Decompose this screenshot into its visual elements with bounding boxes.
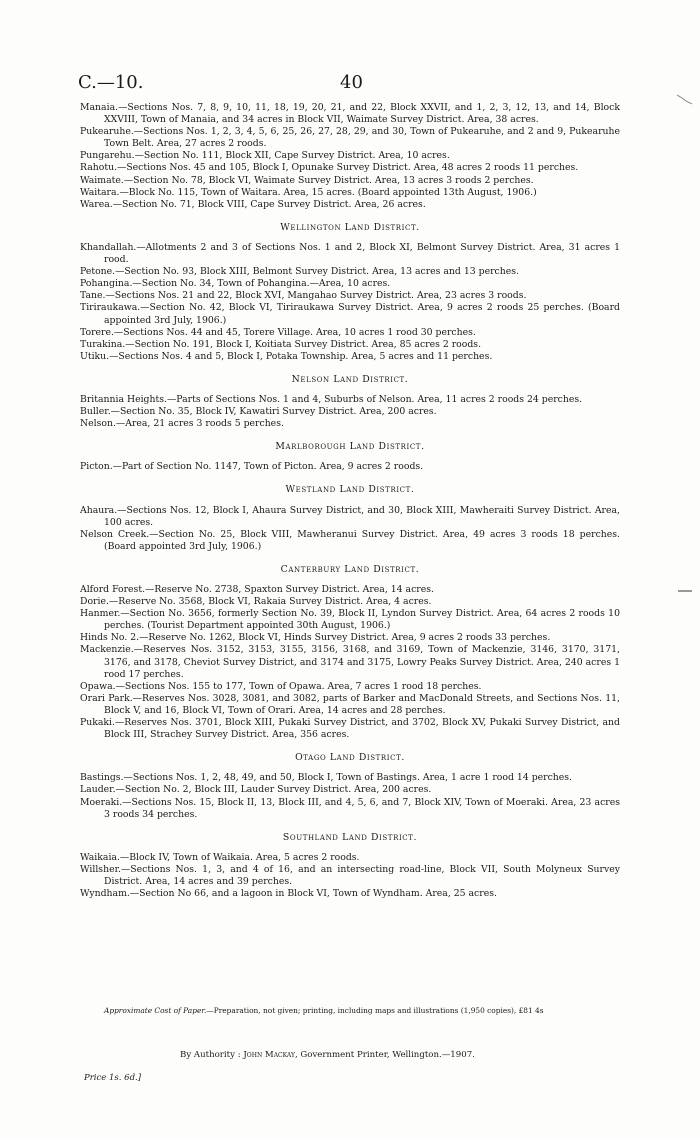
district-heading: Marlborough Land District. [275,441,425,453]
land-entry: Alford Forest.—Reserve No. 2738, Spaxton Survey District. Area, 14 acres. [80,584,434,595]
cost-label: Approximate Cost of Paper. [104,1006,207,1015]
land-entry: Wyndham.—Section No 66, and a lagoon in Block VI, Town of Wyndham. Area, 25 acres. [80,888,497,900]
authority-suffix: , Government Printer, Wellington.—1907. [294,1050,475,1060]
land-entry: Buller.—Section No. 35, Block IV, Kawatiri Survey District. Area, 200 acres. [80,406,437,418]
land-entry: Mackenzie.—Reserves Nos. 3152, 3153, 3155, 3156, 3168, and 3169, Town of Mackenzie, 3146, 3170, 3171, 3176, and 3178, Cheviot Survey District, and 3174 and 3175, Lowry Peaks Survey District. Area, 240 acres 1 rood 17 perches. [80,644,620,680]
land-entry: Utiku.—Sections Nos. 4 and 5, Block I, Potaka Township. Area, 5 acres and 11 perches. [80,350,493,362]
printer-name: John Mackay [243,1050,295,1060]
land-entry: Tane.—Sections Nos. 21 and 22, Block XVI, Mangahao Survey District. Area, 23 acres 3 roods. [80,290,527,302]
district-heading: Wellington Land District. [280,221,420,233]
district-section [80,222,620,363]
land-entry: Warea.—Section No. 71, Block VIII, Cape Survey District. Area, 26 acres. [80,198,426,210]
authority-prefix: By Authority : [180,1050,241,1060]
land-entry: Turakina.—Section No. 191, Block I, Koitiata Survey District. Area, 85 acres 2 roods. [80,338,482,350]
page-number: 40 [340,72,363,93]
land-entry: Bastings.—Sections Nos. 1, 2, 48, 49, and 50, Block I, Town of Bastings. Area, 1 acre 1 rood 14 perches. [80,772,573,784]
land-entry: Pukaki.—Reserves Nos. 3701, Block XIII, Pukaki Survey District, and 3702, Block XV, Pukaki Survey District, and Block III, Strachey Survey District. Area, 356 acres. [80,717,620,741]
land-entry: Torere.—Sections Nos. 44 and 45, Torere Village. Area, 10 acres 1 rood 30 perches. [80,326,476,338]
land-entry: Dorie.—Reserve No. 3568, Block VI, Rakaia Survey District. Area, 4 acres. [80,596,432,608]
land-entry: Hanmer.—Section No. 3656, formerly Section No. 39, Block II, Lyndon Survey District. Area, 64 acres 2 roods 10 perches. (Tourist Department appointed 30th August, 1906.) [80,608,620,632]
district-heading: Otago Land District. [295,752,405,764]
land-entry: Rahotu.—Sections Nos. 45 and 105, Block I, Opunake Survey District. Area, 48 acres 2 roods 11 perches. [80,162,579,174]
edge-mark-icon [676,584,694,598]
land-entry: Tiriraukawa.—Section No. 42, Block VI, Tiriraukawa Survey District. Area, 9 acres 2 roods 25 perches. (Board appointed 3rd July, 1906.) [80,302,620,326]
land-entry: Pungarehu.—Section No. 111, Block XII, Cape Survey District. Area, 10 acres. [80,150,450,162]
land-entry: Nelson Creek.—Section No. 25, Block VIII, Mawheranui Survey District. Area, 49 acres 3 roods 18 perches. (Board appointed 3rd July, 1906.) [80,528,620,552]
district-heading: Canterbury Land District. [280,563,420,575]
price-note: Price 1s. 6d.] [84,1073,142,1083]
land-entry: Britannia Heights.—Parts of Sections Nos. 1 and 4, Suburbs of Nelson. Area, 11 acres 2 roods 24 perches. [80,393,583,405]
land-entry: Waitara.—Block No. 115, Town of Waitara. Area, 15 acres. (Board appointed 13th August, 1906.) [80,186,537,198]
land-entry: Waimate.—Section No. 78, Block VI, Waimate Survey District. Area, 13 acres 3 roods 2 perches. [80,174,534,186]
district-section [80,484,620,552]
document-body [80,102,620,900]
land-entry: Hinds No. 2.—Reserve No. 1262, Block VI, Hinds Survey District. Area, 9 acres 2 roods 33 perches. [80,632,551,644]
land-entry: Opawa.—Sections Nos. 155 to 177, Town of Opawa. Area, 7 acres 1 rood 18 perches. [80,680,482,692]
cost-text: —Preparation, not given; printing, including maps and illustrations (1,950 copies), £81 4s [206,1006,544,1015]
land-entry: Pukearuhe.—Sections Nos. 1, 2, 3, 4, 5, 6, 25, 26, 27, 28, 29, and 30, Town of Pukearuhe, and 2 and 9, Pukearuhe Town Belt. Area, 27 acres 2 roods. [80,126,620,150]
cost-note [104,1006,634,1015]
district-heading: Southland Land District. [282,831,418,843]
land-entry: Nelson.—Area, 21 acres 3 roods 5 perches. [80,418,284,430]
district-section [80,441,620,473]
margin-mark-icon [676,92,694,106]
district-section [80,832,620,900]
district-section [80,374,620,430]
land-entry: Ahaura.—Sections Nos. 12, Block I, Ahaura Survey District, and 30, Block XIII, Mawheraiti Survey District. Area, 100 acres. [80,504,620,528]
district-heading: Nelson Land District. [291,373,409,385]
land-entry: Willsher.—Sections Nos. 1, 3, and 4 of 16, and an intersecting road-line, Block VII, South Molyneux Survey District. Area, 14 acres and 39 perches. [80,863,620,887]
land-entry: Lauder.—Section No. 2, Block III, Lauder Survey District. Area, 200 acres. [80,784,432,796]
land-entry: Picton.—Part of Section No. 1147, Town of Picton. Area, 9 acres 2 roods. [80,461,424,473]
land-entry: Khandallah.—Allotments 2 and 3 of Sections Nos. 1 and 2, Block XI, Belmont Survey District. Area, 31 acres 1 rood. [80,241,620,266]
district-section [80,752,620,820]
district-section [80,564,620,741]
land-entry: Orari Park.—Reserves Nos. 3028, 3081, and 3082, parts of Barker and MacDonald Streets, and Sections Nos. 11, Block V, and 16, Block VI, Town of Orari. Area, 14 acres and 28 perches. [80,692,620,716]
page-header-code: C.—10. [78,72,144,93]
land-entry: Moeraki.—Sections Nos. 15, Block II, 13, Block III, and 4, 5, 6, and 7, Block XIV, Town of Moeraki. Area, 23 acres 3 roods 34 perches. [80,796,620,820]
land-entry: Petone.—Section No. 93, Block XIII, Belmont Survey District. Area, 13 acres and 13 perches. [80,266,519,278]
opening-entries [80,102,620,211]
authority-line [180,1050,475,1060]
land-entry: Manaia.—Sections Nos. 7, 8, 9, 10, 11, 18, 19, 20, 21, and 22, Block XXVII, and 1, 2, 3, 12, 13, and 14, Block XXVIII, Town of Manaia, and 34 acres in Block VII, Waimate Survey District. Area, 38 acres. [80,102,620,126]
district-heading: Westland Land District. [285,484,415,496]
land-entry: Pohangina.—Section No. 34, Town of Pohangina.—Area, 10 acres. [80,278,391,290]
land-entry: Waikaia.—Block IV, Town of Waikaia. Area, 5 acres 2 roods. [80,851,360,863]
land-districts [80,222,620,900]
